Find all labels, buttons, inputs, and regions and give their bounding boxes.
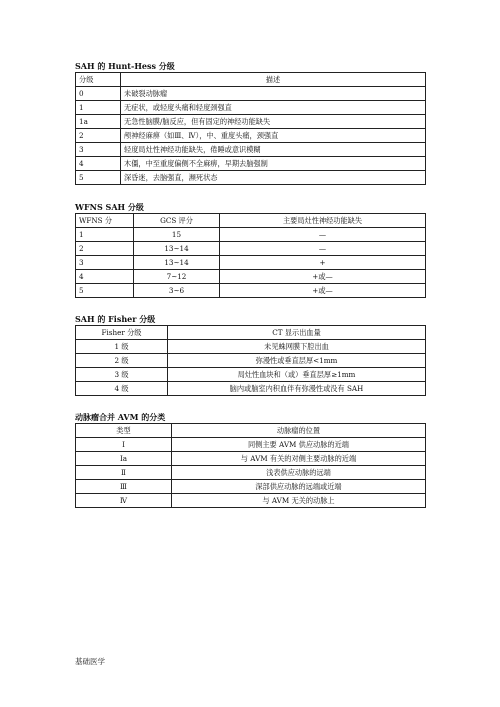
table-row	[76, 171, 426, 185]
wfns-grade-cell: 4	[76, 270, 134, 284]
description-cell: 颅神经麻痹（如Ⅲ、Ⅳ），中、重度头痛，颈强直	[121, 129, 426, 143]
table-row	[76, 157, 426, 171]
fisher-grade-cell: 2 级	[76, 354, 168, 368]
wfns-grade-cell: 2	[76, 242, 134, 256]
hunt-hess-section	[75, 60, 426, 185]
fisher-grade-cell: 1 级	[76, 340, 168, 354]
description-cell: 无急性脑膜/脑反应，但有固定的神经功能缺失	[121, 115, 426, 129]
grade-cell: 2	[76, 129, 121, 143]
location-cell: 浅表供应动脉的远端	[172, 466, 426, 480]
header-cell: 主要局灶性神经功能缺失	[220, 214, 426, 228]
location-cell: 同侧主要 AVM 供应动脉的近端	[172, 438, 426, 452]
grade-cell: 0	[76, 87, 121, 101]
fisher-table	[75, 325, 426, 396]
gcs-cell: 13~14	[134, 242, 220, 256]
deficit-cell: +	[220, 256, 426, 270]
ct-cell: 弥漫性或垂直层厚<1mm	[168, 354, 426, 368]
table-row	[76, 368, 426, 382]
table-row	[76, 340, 426, 354]
location-cell: 与 AVM 有关的对侧主要动脉的近端	[172, 452, 426, 466]
wfns-grade-cell: 5	[76, 284, 134, 298]
table-row	[76, 284, 426, 298]
table-row	[76, 494, 426, 508]
wfns-title: WFNS SAH 分级	[75, 202, 144, 212]
grade-cell: 5	[76, 171, 121, 185]
description-cell: 轻度局灶性神经功能缺失，倦睡或意识模糊	[121, 143, 426, 157]
ct-cell: 局灶性血块和（或）垂直层厚≥1mm	[168, 368, 426, 382]
table-header-row	[76, 424, 426, 438]
wfns-table	[75, 213, 426, 298]
table-row	[76, 115, 426, 129]
table-header-row	[76, 214, 426, 228]
gcs-cell: 13~14	[134, 256, 220, 270]
wfns-grade-cell: 1	[76, 228, 134, 242]
fisher-grade-cell: 4 级	[76, 382, 168, 396]
gcs-cell: 3~6	[134, 284, 220, 298]
avm-section	[75, 411, 426, 508]
header-cell: 类型	[76, 424, 172, 438]
table-row	[76, 143, 426, 157]
table-row	[76, 480, 426, 494]
deficit-cell: +或—	[220, 284, 426, 298]
description-cell: 未破裂动脉瘤	[121, 87, 426, 101]
table-row	[76, 270, 426, 284]
table-row	[76, 101, 426, 115]
table-header-row	[76, 73, 426, 87]
deficit-cell: +或—	[220, 270, 426, 284]
ct-cell: 未见蛛网膜下腔出血	[168, 340, 426, 354]
fisher-section	[75, 313, 426, 396]
avm-type-cell: Ⅰa	[76, 452, 172, 466]
header-cell: Fisher 分级	[76, 326, 168, 340]
table-row	[76, 256, 426, 270]
grade-cell: 4	[76, 157, 121, 171]
grade-cell: 3	[76, 143, 121, 157]
gcs-cell: 7~12	[134, 270, 220, 284]
avm-title: 动脉瘤合并 AVM 的分类	[75, 412, 166, 422]
avm-type-cell: Ⅱ	[76, 466, 172, 480]
table-row	[76, 354, 426, 368]
fisher-grade-cell: 3 级	[76, 368, 168, 382]
header-cell: WFNS 分	[76, 214, 134, 228]
table-header-row	[76, 326, 426, 340]
description-cell: 木僵，中至重度偏侧不全麻痹，早期去脑强制	[121, 157, 426, 171]
table-row	[76, 452, 426, 466]
avm-table	[75, 423, 426, 508]
deficit-cell: —	[220, 228, 426, 242]
header-cell: 分级	[76, 73, 121, 87]
fisher-title: SAH 的 Fisher 分级	[75, 314, 156, 324]
grade-cell: 1a	[76, 115, 121, 129]
avm-type-cell: Ⅲ	[76, 480, 172, 494]
description-cell: 深昏迷，去脑强直，濒死状态	[121, 171, 426, 185]
table-row	[76, 87, 426, 101]
description-cell: 无症状，或轻度头痛和轻度颈强直	[121, 101, 426, 115]
table-row	[76, 228, 426, 242]
wfns-section	[75, 201, 426, 298]
grade-cell: 1	[76, 101, 121, 115]
hunt-hess-table	[75, 72, 426, 185]
avm-type-cell: Ⅰ	[76, 438, 172, 452]
table-row	[76, 382, 426, 396]
table-row	[76, 438, 426, 452]
location-cell: 深部供应动脉的远端或近端	[172, 480, 426, 494]
deficit-cell: —	[220, 242, 426, 256]
table-row	[76, 466, 426, 480]
location-cell: 与 AVM 无关的动脉上	[172, 494, 426, 508]
hunt-hess-title: SAH 的 Hunt-Hess 分级	[75, 61, 175, 71]
header-cell: 动脉瘤的位置	[172, 424, 426, 438]
header-cell: 描述	[121, 73, 426, 87]
wfns-grade-cell: 3	[76, 256, 134, 270]
table-row	[76, 242, 426, 256]
gcs-cell: 15	[134, 228, 220, 242]
header-cell: CT 显示出血量	[168, 326, 426, 340]
page-footer: 基础医学	[75, 657, 105, 666]
header-cell: GCS 评分	[134, 214, 220, 228]
table-row	[76, 129, 426, 143]
avm-type-cell: Ⅳ	[76, 494, 172, 508]
ct-cell: 脑内或脑室内积血伴有弥漫性或没有 SAH	[168, 382, 426, 396]
